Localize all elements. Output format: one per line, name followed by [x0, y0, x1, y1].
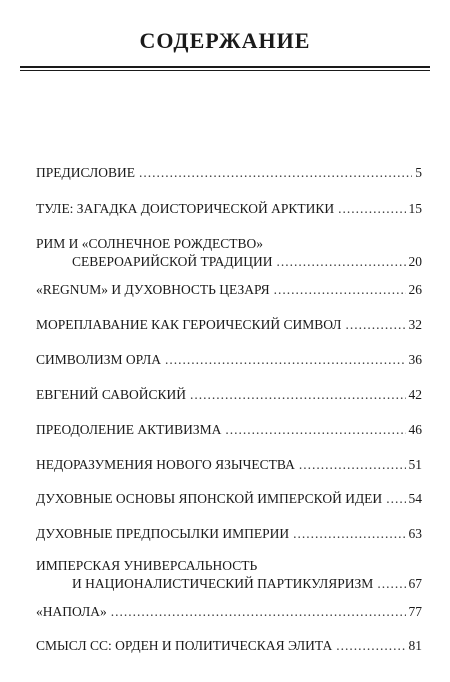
leader-dots: [293, 525, 405, 543]
toc-entry-napola[interactable]: [36, 603, 422, 621]
toc-entry-title: «REGNUM» И ДУХОВНОСТЬ ЦЕЗАРЯ: [36, 282, 270, 297]
toc-page-number: 5: [415, 165, 422, 180]
leader-dots: [377, 575, 405, 593]
toc-entry-preface[interactable]: [36, 164, 422, 182]
toc-page-number: 46: [408, 422, 422, 437]
toc-entry-title: МОРЕПЛАВАНИЕ КАК ГЕРОИЧЕСКИЙ СИМВОЛ: [36, 317, 342, 332]
toc-entry-title: «НАПОЛА»: [36, 604, 107, 619]
toc-entry-title: СИМВОЛИЗМ ОРЛА: [36, 352, 162, 367]
toc-entry-title: ДУХОВНЫЕ ОСНОВЫ ЯПОНСКОЙ ИМПЕРСКОЙ ИДЕИ: [36, 491, 383, 506]
leader-dots: [386, 490, 405, 508]
toc-entry-title-continued: И НАЦИОНАЛИСТИЧЕСКИЙ ПАРТИКУЛЯРИЗМ: [72, 576, 374, 591]
toc-entry-eagle[interactable]: [36, 351, 422, 369]
toc-page-number: 77: [408, 604, 422, 619]
toc-entry-universality[interactable]: [36, 557, 422, 593]
toc-entry-activism[interactable]: [36, 421, 422, 439]
toc-entry-title-continued: СЕВЕРОАРИЙСКОЙ ТРАДИЦИИ: [72, 254, 273, 269]
leader-dots: [336, 637, 405, 655]
toc-entry-title: ДУХОВНЫЕ ПРЕДПОСЫЛКИ ИМПЕРИИ: [36, 526, 290, 541]
leader-dots: [338, 200, 405, 218]
leader-dots: [277, 253, 406, 271]
page-title: СОДЕРЖАНИЕ: [139, 28, 311, 53]
leader-dots: [345, 316, 405, 334]
leader-dots: [190, 386, 405, 404]
toc-entry-title: РИМ И «СОЛНЕЧНОЕ РОЖДЕСТВО»: [36, 236, 264, 251]
leader-dots: [139, 164, 412, 182]
toc-entry-eugene[interactable]: [36, 386, 422, 404]
toc-page-number: 42: [408, 387, 422, 402]
toc-page-number: 26: [408, 282, 422, 297]
leader-dots: [111, 603, 406, 621]
toc-entry-neopaganism[interactable]: [36, 456, 422, 474]
toc-entry-title: НЕДОРАЗУМЕНИЯ НОВОГО ЯЗЫЧЕСТВА: [36, 457, 295, 472]
leader-dots: [225, 421, 405, 439]
toc-page-number: 51: [408, 457, 422, 472]
toc-entry-thule[interactable]: [36, 200, 422, 218]
toc-entry-title: ТУЛЕ: ЗАГАДКА ДОИСТОРИЧЕСКОЙ АРКТИКИ: [36, 201, 335, 216]
toc-page-number: 63: [408, 526, 422, 541]
toc-page-number: 15: [408, 201, 422, 216]
toc-entry-regnum[interactable]: [36, 281, 422, 299]
title-rule-thick: [20, 66, 430, 68]
leader-dots: [165, 351, 405, 369]
toc-entry-title: ПРЕДИСЛОВИЕ: [36, 165, 136, 180]
title-rule-thin: [20, 70, 430, 71]
toc-page-number: 20: [408, 254, 422, 269]
toc-page-number: 81: [408, 638, 422, 653]
toc-entry-empire-premises[interactable]: [36, 525, 422, 543]
toc-page-number: 54: [408, 491, 422, 506]
toc-entry-title: ПРЕОДОЛЕНИЕ АКТИВИЗМА: [36, 422, 222, 437]
leader-dots: [299, 456, 406, 474]
toc-entry-japan[interactable]: [36, 490, 422, 508]
toc-entry-title: СМЫСЛ СС: ОРДЕН И ПОЛИТИЧЕСКАЯ ЭЛИТА: [36, 638, 333, 653]
toc-entry-title: ИМПЕРСКАЯ УНИВЕРСАЛЬНОСТЬ: [36, 558, 258, 573]
toc-entry-title: ЕВГЕНИЙ САВОЙСКИЙ: [36, 387, 187, 402]
toc-entry-ss-order[interactable]: [36, 637, 422, 655]
toc-page-number: 36: [408, 352, 422, 367]
toc-entry-seafaring[interactable]: [36, 316, 422, 334]
toc-page-number: 32: [408, 317, 422, 332]
leader-dots: [274, 281, 406, 299]
toc-entry-rome[interactable]: [36, 235, 422, 271]
toc-page-number: 67: [408, 576, 422, 591]
